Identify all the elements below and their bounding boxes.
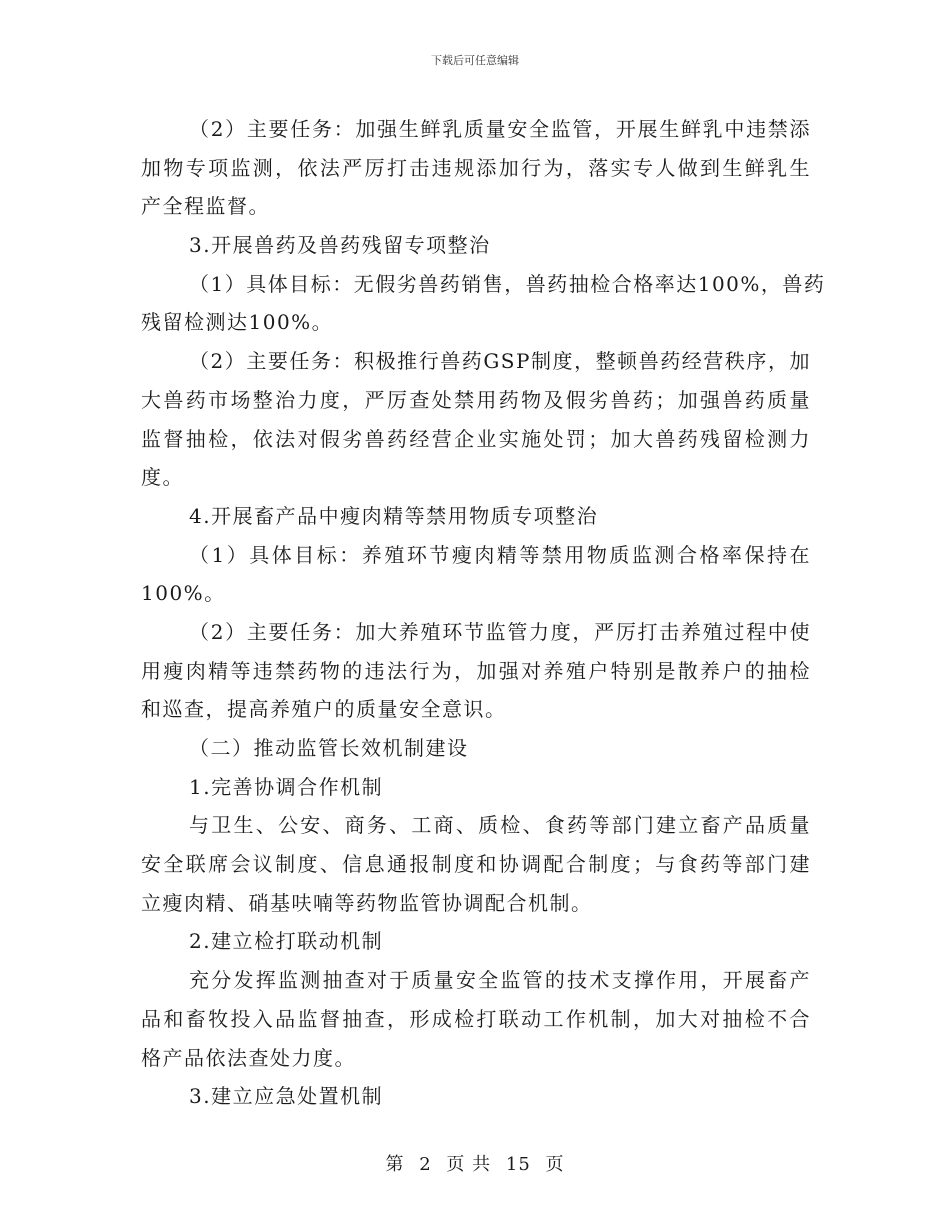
text-line: 加物专项监测，依法严厉打击违规添加行为，落实专人做到生鲜乳生 xyxy=(141,155,811,180)
text-line: 充分发挥监测抽查对于质量安全监管的技术支撑作用，开展畜产 xyxy=(189,968,811,993)
document-body xyxy=(141,110,826,1116)
text-line: （2）主要任务：加强生鲜乳质量安全监管，开展生鲜乳中违禁添 xyxy=(189,117,811,141)
text-line: （1）具体目标：养殖环节瘦肉精等禁用物质监测合格率保持在 xyxy=(189,542,811,567)
text-line: 格产品依法查处力度。 xyxy=(141,1045,356,1070)
text-line: 产全程监督。 xyxy=(141,194,270,219)
text-line: 安全联席会议制度、信息通报制度和协调配合制度；与食药等部门建 xyxy=(141,852,811,877)
footer-total-pages: 15 xyxy=(505,1154,531,1175)
text-line: 2.建立检打联动机制 xyxy=(189,929,384,954)
footer-page-number: 2 xyxy=(419,1154,432,1175)
footer-prefix: 第 xyxy=(385,1154,405,1175)
text-line: 品和畜牧投入品监督抽查，形成检打联动工作机制，加大对抽检不合 xyxy=(141,1006,811,1031)
text-line: 与卫生、公安、商务、工商、质检、食药等部门建立畜产品质量 xyxy=(189,813,811,838)
footer-middle: 页 共 xyxy=(446,1154,492,1175)
text-line: 大兽药市场整治力度，严厉查处禁用药物及假劣兽药；加强兽药质量 xyxy=(141,387,811,412)
text-line: 3.开展兽药及兽药残留专项整治 xyxy=(189,233,491,258)
text-line: 4.开展畜产品中瘦肉精等禁用物质专项整治 xyxy=(189,503,599,528)
text-line: 和巡查，提高养殖户的质量安全意识。 xyxy=(141,697,507,722)
text-line: 用瘦肉精等违禁药物的违法行为，加强对养殖户特别是散养户的抽检 xyxy=(141,658,811,683)
page-footer xyxy=(0,1152,950,1178)
text-line: 监督抽检，依法对假劣兽药经营企业实施处罚；加大兽药残留检测力 xyxy=(141,426,811,451)
text-line: 立瘦肉精、硝基呋喃等药物监管协调配合机制。 xyxy=(141,890,593,915)
text-line: （1）具体目标：无假劣兽药销售，兽药抽检合格率达100%，兽药 xyxy=(189,271,826,296)
text-line: （2）主要任务：加大养殖环节监管力度，严厉打击养殖过程中使 xyxy=(189,619,811,644)
text-line: 残留检测达100%。 xyxy=(141,310,334,335)
text-line: （二）推动监管长效机制建设 xyxy=(189,736,469,760)
page-header-note: 下载后可任意编辑 xyxy=(431,54,519,67)
text-line: 度。 xyxy=(141,465,184,490)
text-line: （2）主要任务：积极推行兽药GSP制度，整顿兽药经营秩序，加 xyxy=(189,349,811,374)
text-line: 3.建立应急处置机制 xyxy=(189,1084,384,1109)
text-line: 1.完善协调合作机制 xyxy=(189,774,384,799)
footer-suffix: 页 xyxy=(545,1154,565,1175)
text-line: 100%。 xyxy=(141,581,226,606)
